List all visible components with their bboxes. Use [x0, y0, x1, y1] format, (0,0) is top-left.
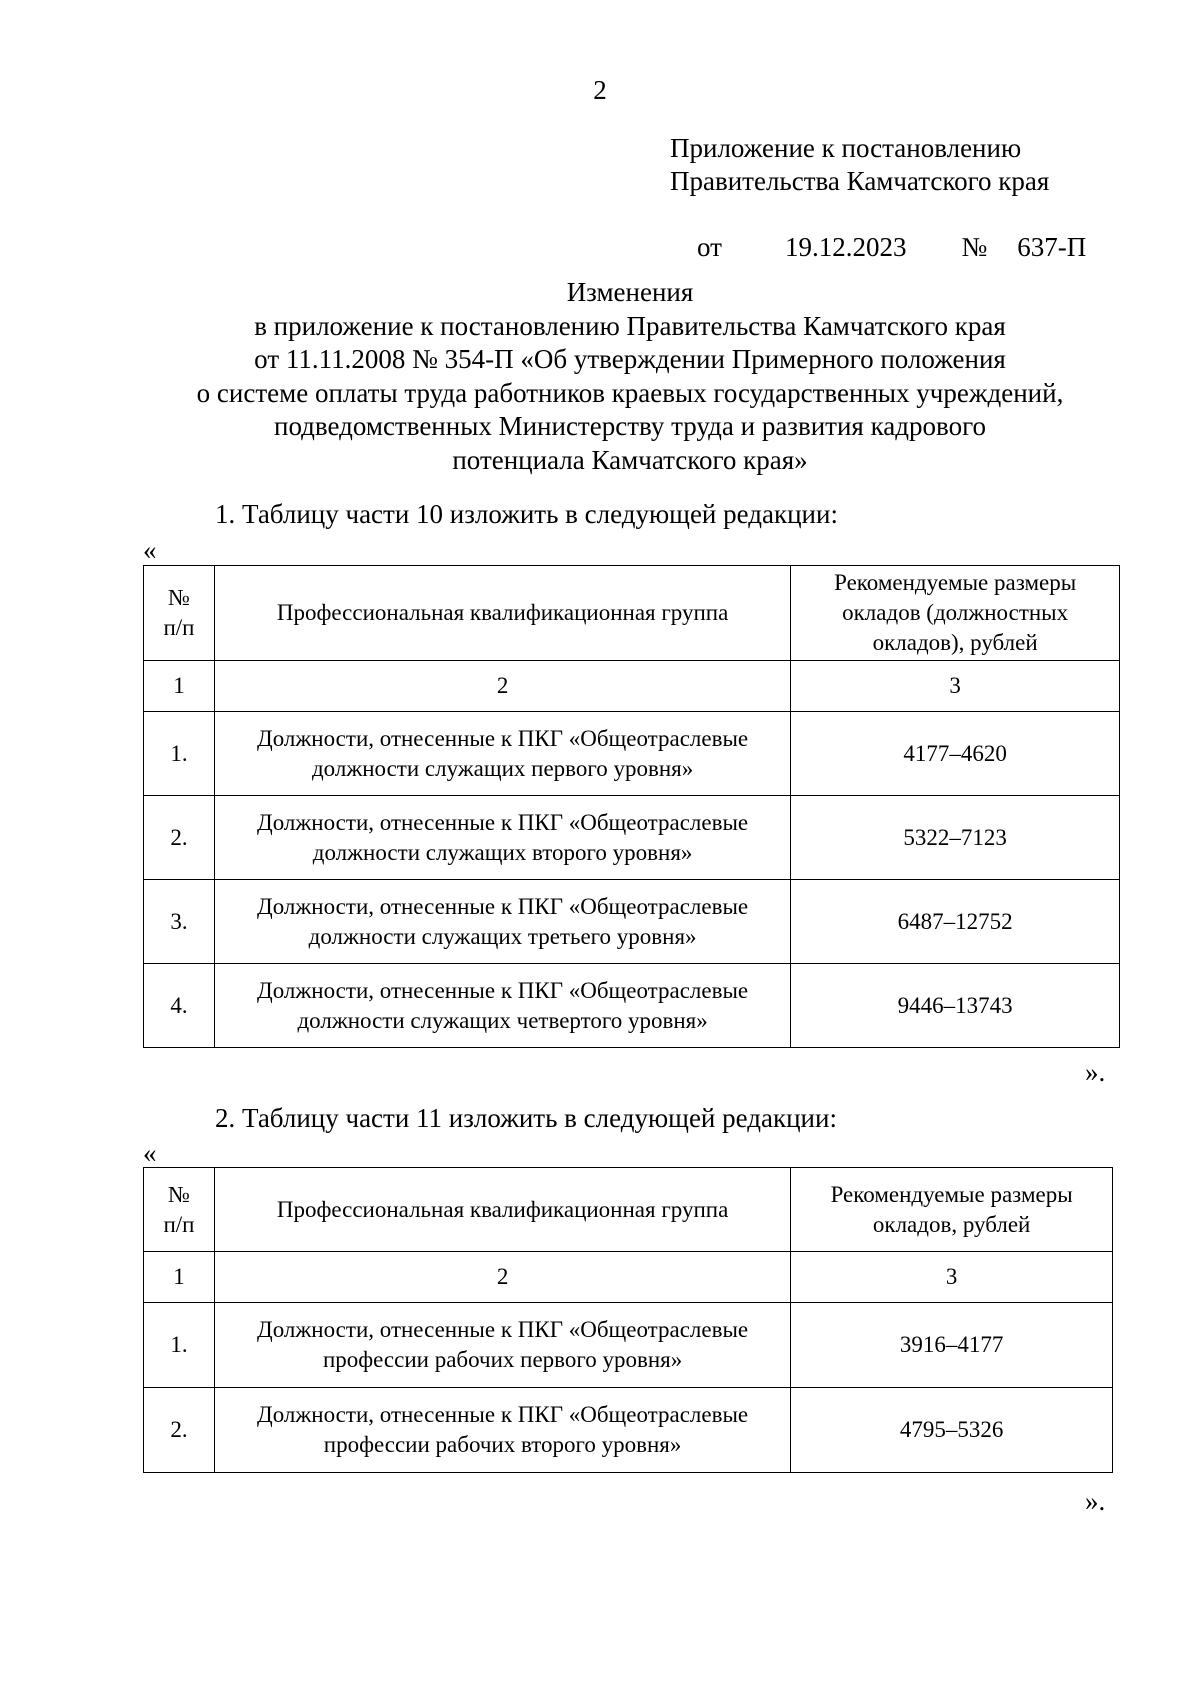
header-group: Профессиональная квалификационная группа — [214, 1168, 790, 1252]
index-cell: 1 — [144, 1252, 215, 1303]
index-cell: 3 — [791, 661, 1120, 712]
section-2-close-quote: ». — [1085, 1486, 1106, 1516]
appendix-block — [670, 132, 1086, 297]
table-row — [144, 796, 1120, 880]
section-1-heading: 1. Таблицу части 10 изложить в следующей редакции: — [215, 499, 838, 529]
row-num: 3. — [144, 880, 215, 964]
page-number: 2 — [593, 75, 607, 105]
header-num: № п/п — [144, 1168, 215, 1252]
row-num: 1. — [144, 712, 215, 796]
appendix-line-2: Правительства Камчатского края — [670, 166, 1050, 196]
row-num: 2. — [144, 796, 215, 880]
index-cell: 2 — [214, 661, 790, 712]
appendix-line-1: Приложение к постановлению — [670, 133, 1022, 163]
number-sign: № — [961, 232, 988, 262]
row-group: Должности, отнесенные к ПКГ «Общеотраслевые должности служащих третьего уровня» — [214, 880, 790, 964]
section-1-close-quote: ». — [1085, 1057, 1106, 1087]
row-salary: 4795–5326 — [791, 1388, 1113, 1473]
document-title — [100, 276, 1160, 477]
row-group: Должности, отнесенные к ПКГ «Общеотраслевые должности служащих второго уровня» — [214, 796, 790, 880]
table-row — [144, 1303, 1113, 1388]
table-index-row — [144, 661, 1120, 712]
index-cell: 3 — [791, 1252, 1113, 1303]
table-row — [144, 964, 1120, 1048]
index-cell: 1 — [144, 661, 215, 712]
title-line-6: потенциала Камчатского края» — [452, 444, 808, 475]
table-row — [144, 712, 1120, 796]
index-cell: 2 — [214, 1252, 790, 1303]
row-salary: 6487–12752 — [791, 880, 1120, 964]
table-header-row — [144, 566, 1120, 661]
title-line-5: подведомственных Министерству труда и развития кадрового — [274, 411, 986, 441]
table-header-row — [144, 1168, 1113, 1252]
table-row — [144, 1388, 1113, 1473]
header-salary: Рекомендуемые размеры окладов (должностных окладов), рублей — [791, 566, 1120, 661]
document-date: 19.12.2023 — [784, 232, 907, 262]
title-line-4: о системе оплаты труда работников краевых государственных учреждений, — [196, 377, 1064, 408]
row-salary: 5322–7123 — [791, 796, 1120, 880]
header-num: № п/п — [144, 566, 215, 661]
row-group: Должности, отнесенные к ПКГ «Общеотраслевые должности служащих четвертого уровня» — [214, 964, 790, 1048]
table-part-11 — [143, 1167, 1113, 1473]
date-prefix: от — [697, 232, 722, 262]
document-number: 637-П — [1017, 232, 1087, 262]
row-group: Должности, отнесенные к ПКГ «Общеотраслевые должности служащих первого уровня» — [214, 712, 790, 796]
row-num: 1. — [144, 1303, 215, 1388]
section-2-open-quote: « — [143, 1138, 157, 1168]
header-salary: Рекомендуемые размеры окладов, рублей — [791, 1168, 1113, 1252]
table-part-10 — [143, 565, 1120, 1048]
title-line-2: в приложение к постановлению Правительства Камчатского края — [254, 310, 1006, 341]
table-row — [144, 880, 1120, 964]
table-index-row — [144, 1252, 1113, 1303]
title-line-1: Изменения — [566, 277, 694, 307]
row-num: 2. — [144, 1388, 215, 1473]
row-salary: 4177–4620 — [791, 712, 1120, 796]
header-group: Профессиональная квалификационная группа — [214, 566, 790, 661]
section-2-heading: 2. Таблицу части 11 изложить в следующей редакции: — [215, 1103, 837, 1133]
title-line-3: от 11.11.2008 № 354-П «Об утверждении Примерного положения — [254, 344, 1006, 374]
row-salary: 9446–13743 — [791, 964, 1120, 1048]
row-num: 4. — [144, 964, 215, 1048]
row-group: Должности, отнесенные к ПКГ «Общеотраслевые профессии рабочих второго уровня» — [214, 1388, 790, 1473]
row-salary: 3916–4177 — [791, 1303, 1113, 1388]
section-1-open-quote: « — [143, 535, 157, 565]
row-group: Должности, отнесенные к ПКГ «Общеотраслевые профессии рабочих первого уровня» — [214, 1303, 790, 1388]
